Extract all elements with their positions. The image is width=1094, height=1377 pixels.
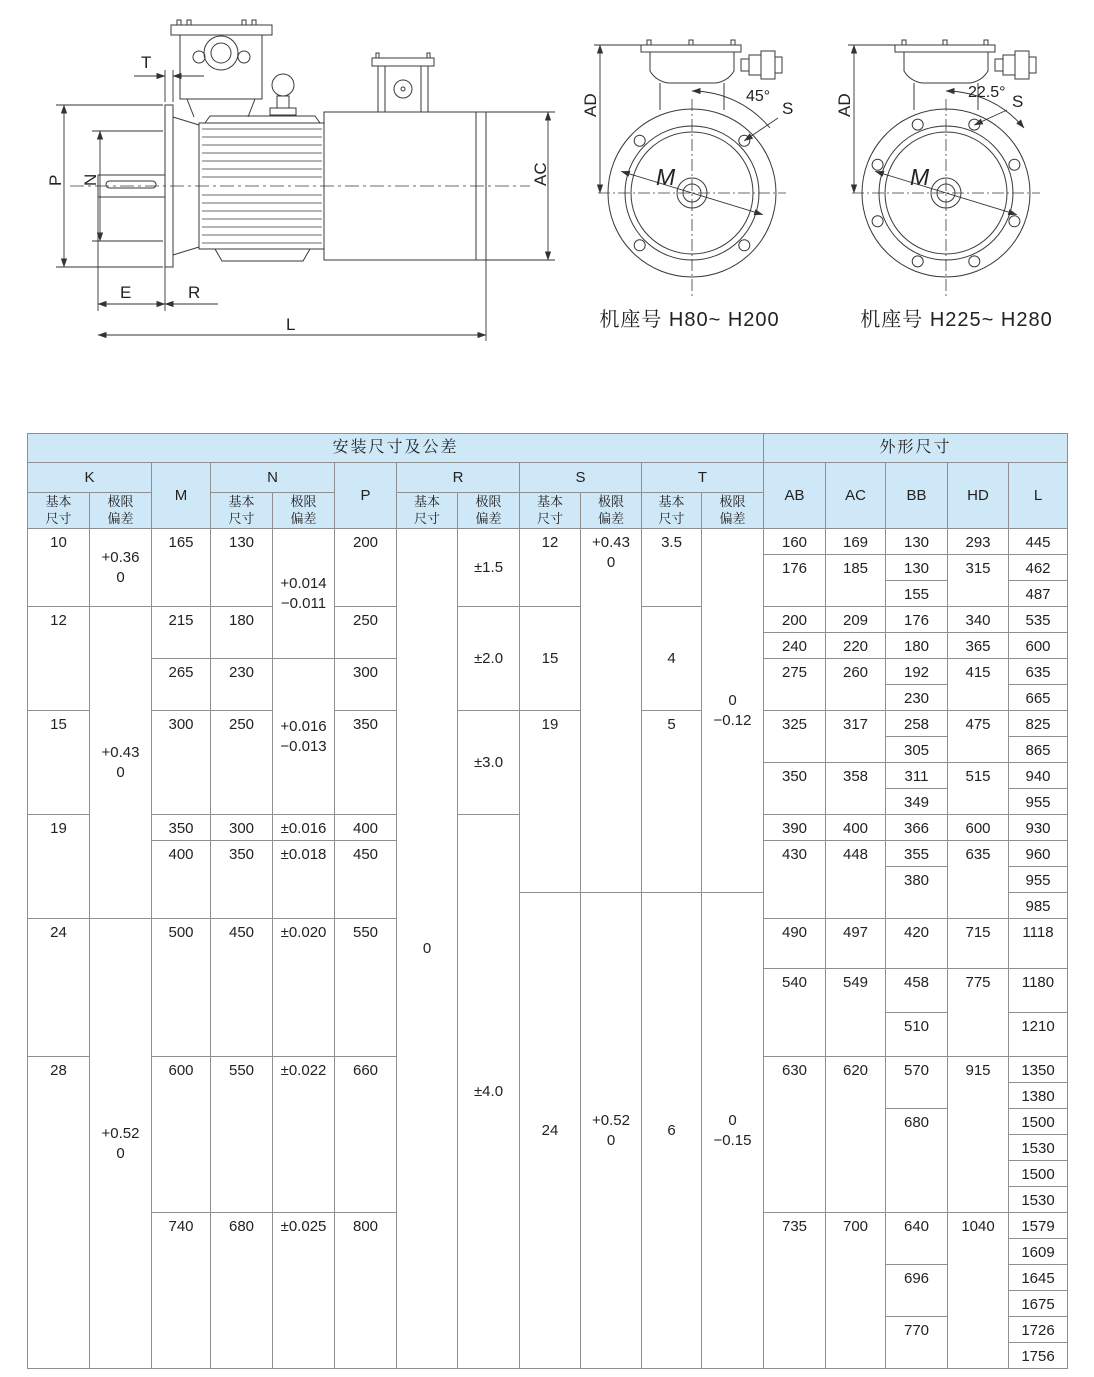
cell-P: 660 bbox=[335, 1057, 397, 1213]
cell-L: 1675 bbox=[1009, 1291, 1068, 1317]
cell-BB: 180 bbox=[886, 633, 948, 659]
cell-BB: 130 bbox=[886, 555, 948, 581]
caption-h225-h280: 机座号 H225~ H280 bbox=[860, 309, 1053, 331]
cell-AB: 240 bbox=[764, 633, 826, 659]
cell-K-limit: +0.36 0 bbox=[90, 529, 152, 607]
cell-N-limit: +0.014 −0.011 bbox=[273, 529, 335, 659]
caption-h80-h200: 机座号 H80~ H200 bbox=[599, 309, 780, 331]
cell-P: 400 bbox=[335, 815, 397, 841]
front-view-h225-h280 bbox=[835, 40, 1040, 297]
cell-L: 825 bbox=[1009, 711, 1068, 737]
cell-M: 400 bbox=[152, 841, 211, 919]
cell-AB: 735 bbox=[764, 1213, 826, 1369]
cell-T-basic: 4 bbox=[642, 607, 702, 711]
sub-header-basic: 基本 尺寸 bbox=[397, 493, 458, 529]
cell-L: 487 bbox=[1009, 581, 1068, 607]
cell-BB: 640 bbox=[886, 1213, 948, 1265]
cell-L: 1380 bbox=[1009, 1083, 1068, 1109]
column-group-header: L bbox=[1009, 463, 1068, 529]
cell-AC: 185 bbox=[826, 555, 886, 607]
cell-M: 500 bbox=[152, 919, 211, 1057]
cell-K-limit: +0.43 0 bbox=[90, 607, 152, 919]
cell-R-limit: ±3.0 bbox=[458, 711, 520, 815]
side-view-drawing bbox=[20, 12, 560, 397]
cell-K-basic: 12 bbox=[28, 607, 90, 711]
cell-AC: 497 bbox=[826, 919, 886, 969]
cell-L: 462 bbox=[1009, 555, 1068, 581]
cell-AC: 400 bbox=[826, 815, 886, 841]
cell-K-basic: 19 bbox=[28, 815, 90, 919]
cell-P: 350 bbox=[335, 711, 397, 815]
cell-L: 1530 bbox=[1009, 1135, 1068, 1161]
cell-N-limit: ±0.016 bbox=[273, 815, 335, 841]
cell-AC: 358 bbox=[826, 763, 886, 815]
cell-AC: 209 bbox=[826, 607, 886, 633]
cell-S-basic: 12 bbox=[520, 529, 581, 607]
cell-L: 930 bbox=[1009, 815, 1068, 841]
cell-BB: 570 bbox=[886, 1057, 948, 1109]
cell-N-basic: 450 bbox=[211, 919, 273, 1057]
sub-header-limit: 极限 偏差 bbox=[90, 493, 152, 529]
cell-P: 550 bbox=[335, 919, 397, 1057]
column-group-header: S bbox=[520, 463, 642, 493]
column-group-header: N bbox=[211, 463, 335, 493]
cell-M: 265 bbox=[152, 659, 211, 711]
cell-HD: 1040 bbox=[948, 1213, 1009, 1369]
cell-AC: 448 bbox=[826, 841, 886, 919]
cell-S-basic: 15 bbox=[520, 607, 581, 711]
cell-L: 985 bbox=[1009, 893, 1068, 919]
column-group-header: P bbox=[335, 463, 397, 529]
cell-HD: 315 bbox=[948, 555, 1009, 607]
cell-AB: 325 bbox=[764, 711, 826, 763]
cell-L: 865 bbox=[1009, 737, 1068, 763]
cell-K-limit: +0.52 0 bbox=[90, 919, 152, 1369]
cell-L: 1756 bbox=[1009, 1343, 1068, 1369]
cell-AB: 275 bbox=[764, 659, 826, 711]
cell-AB: 160 bbox=[764, 529, 826, 555]
cell-AC: 620 bbox=[826, 1057, 886, 1213]
cell-R-limit: ±1.5 bbox=[458, 529, 520, 607]
dim-label-ad: AD bbox=[835, 93, 854, 117]
cell-HD: 475 bbox=[948, 711, 1009, 763]
cell-M: 350 bbox=[152, 815, 211, 841]
cell-HD: 775 bbox=[948, 969, 1009, 1057]
cell-BB: 510 bbox=[886, 1013, 948, 1057]
cell-BB: 176 bbox=[886, 607, 948, 633]
cell-AC: 169 bbox=[826, 529, 886, 555]
column-group-header: AB bbox=[764, 463, 826, 529]
dimensions-table bbox=[27, 433, 1068, 1369]
cell-BB: 680 bbox=[886, 1109, 948, 1213]
cell-AB: 430 bbox=[764, 841, 826, 919]
cell-P: 450 bbox=[335, 841, 397, 919]
cell-P: 200 bbox=[335, 529, 397, 607]
cell-N-basic: 230 bbox=[211, 659, 273, 711]
cell-R-limit: ±2.0 bbox=[458, 607, 520, 711]
cell-AB: 630 bbox=[764, 1057, 826, 1213]
dim-label-l: L bbox=[286, 315, 296, 334]
cell-L: 1500 bbox=[1009, 1109, 1068, 1135]
cell-N-limit: ±0.025 bbox=[273, 1213, 335, 1369]
cell-AC: 260 bbox=[826, 659, 886, 711]
angle-label: 22.5° bbox=[968, 84, 1006, 101]
cell-HD: 365 bbox=[948, 633, 1009, 659]
cell-L: 960 bbox=[1009, 841, 1068, 867]
angle-label: 45° bbox=[746, 88, 771, 105]
cell-L: 1180 bbox=[1009, 969, 1068, 1013]
cell-L: 600 bbox=[1009, 633, 1068, 659]
cell-L: 955 bbox=[1009, 867, 1068, 893]
dim-label-s: S bbox=[1012, 92, 1024, 111]
cell-N-limit: ±0.020 bbox=[273, 919, 335, 1057]
cell-K-basic: 15 bbox=[28, 711, 90, 815]
cell-N-basic: 550 bbox=[211, 1057, 273, 1213]
cell-BB: 380 bbox=[886, 867, 948, 919]
cell-S-basic: 24 bbox=[520, 893, 581, 1369]
dim-label-n: N bbox=[81, 173, 100, 186]
cell-L: 1645 bbox=[1009, 1265, 1068, 1291]
cell-BB: 305 bbox=[886, 737, 948, 763]
cell-N-limit: ±0.022 bbox=[273, 1057, 335, 1213]
cell-HD: 340 bbox=[948, 607, 1009, 633]
cell-L: 1726 bbox=[1009, 1317, 1068, 1343]
cell-T-limit: 0 −0.12 bbox=[702, 529, 764, 893]
sub-header-limit: 极限 偏差 bbox=[273, 493, 335, 529]
sub-header-limit: 极限 偏差 bbox=[581, 493, 642, 529]
cell-N-basic: 680 bbox=[211, 1213, 273, 1369]
dim-label-r: R bbox=[188, 283, 201, 302]
cell-P: 800 bbox=[335, 1213, 397, 1369]
cell-L: 1350 bbox=[1009, 1057, 1068, 1083]
sub-header-limit: 极限 偏差 bbox=[458, 493, 520, 529]
column-group-header: HD bbox=[948, 463, 1009, 529]
cell-BB: 770 bbox=[886, 1317, 948, 1369]
cell-K-basic: 28 bbox=[28, 1057, 90, 1369]
sub-header-basic: 基本 尺寸 bbox=[642, 493, 702, 529]
cell-AB: 390 bbox=[764, 815, 826, 841]
cell-T-basic: 3.5 bbox=[642, 529, 702, 607]
cell-BB: 420 bbox=[886, 919, 948, 969]
cell-AC: 549 bbox=[826, 969, 886, 1057]
dim-label-ad: AD bbox=[581, 93, 600, 117]
cell-BB: 458 bbox=[886, 969, 948, 1013]
cell-BB: 192 bbox=[886, 659, 948, 685]
cell-N-basic: 180 bbox=[211, 607, 273, 659]
dim-label-t: T bbox=[141, 53, 152, 72]
dim-label-m: M bbox=[910, 164, 930, 190]
column-group-header: BB bbox=[886, 463, 948, 529]
cell-N-basic: 250 bbox=[211, 711, 273, 815]
group-header: 外形尺寸 bbox=[764, 434, 1068, 463]
cell-AC: 700 bbox=[826, 1213, 886, 1369]
caption-row bbox=[556, 303, 1090, 332]
front-view-h80-h200 bbox=[581, 40, 793, 297]
dim-label-ac: AC bbox=[531, 162, 550, 186]
cell-HD: 415 bbox=[948, 659, 1009, 711]
cell-N-limit: +0.016 −0.013 bbox=[273, 659, 335, 815]
cell-R-limit: ±4.0 bbox=[458, 815, 520, 1369]
sub-header-basic: 基本 尺寸 bbox=[520, 493, 581, 529]
column-group-header: T bbox=[642, 463, 764, 493]
cell-HD: 515 bbox=[948, 763, 1009, 815]
cell-BB: 311 bbox=[886, 763, 948, 789]
cell-K-basic: 10 bbox=[28, 529, 90, 607]
cell-BB: 366 bbox=[886, 815, 948, 841]
cell-S-limit: +0.43 0 bbox=[581, 529, 642, 893]
cell-P: 300 bbox=[335, 659, 397, 711]
dim-label-m: M bbox=[656, 164, 676, 190]
column-group-header: R bbox=[397, 463, 520, 493]
cell-AB: 176 bbox=[764, 555, 826, 607]
cell-BB: 349 bbox=[886, 789, 948, 815]
sub-header-basic: 基本 尺寸 bbox=[211, 493, 273, 529]
cell-M: 740 bbox=[152, 1213, 211, 1369]
cell-T-basic: 5 bbox=[642, 711, 702, 893]
cell-N-basic: 350 bbox=[211, 841, 273, 919]
cell-L: 1579 bbox=[1009, 1213, 1068, 1239]
cell-P: 250 bbox=[335, 607, 397, 659]
dim-label-s: S bbox=[782, 99, 794, 118]
cell-L: 1609 bbox=[1009, 1239, 1068, 1265]
cell-M: 165 bbox=[152, 529, 211, 607]
dim-label-e: E bbox=[120, 283, 132, 302]
cell-HD: 635 bbox=[948, 841, 1009, 919]
sub-header-basic: 基本 尺寸 bbox=[28, 493, 90, 529]
cell-AB: 490 bbox=[764, 919, 826, 969]
cell-HD: 600 bbox=[948, 815, 1009, 841]
cell-BB: 130 bbox=[886, 529, 948, 555]
column-group-header: K bbox=[28, 463, 152, 493]
cell-T-basic: 6 bbox=[642, 893, 702, 1369]
cell-AB: 200 bbox=[764, 607, 826, 633]
cell-HD: 715 bbox=[948, 919, 1009, 969]
cell-M: 300 bbox=[152, 711, 211, 815]
dim-label-p: P bbox=[46, 174, 65, 186]
group-header: 安装尺寸及公差 bbox=[28, 434, 764, 463]
cell-L: 1118 bbox=[1009, 919, 1068, 969]
cell-L: 665 bbox=[1009, 685, 1068, 711]
cell-N-basic: 300 bbox=[211, 815, 273, 841]
cell-L: 955 bbox=[1009, 789, 1068, 815]
cell-BB: 696 bbox=[886, 1265, 948, 1317]
cell-M: 600 bbox=[152, 1057, 211, 1213]
cell-L: 535 bbox=[1009, 607, 1068, 633]
cell-R-basic: 0 bbox=[397, 529, 458, 1369]
column-group-header: AC bbox=[826, 463, 886, 529]
cell-L: 1210 bbox=[1009, 1013, 1068, 1057]
cell-AB: 350 bbox=[764, 763, 826, 815]
cell-AC: 317 bbox=[826, 711, 886, 763]
cell-T-limit: 0 −0.15 bbox=[702, 893, 764, 1369]
cell-AB: 540 bbox=[764, 969, 826, 1057]
cell-K-basic: 24 bbox=[28, 919, 90, 1057]
cell-HD: 915 bbox=[948, 1057, 1009, 1213]
cell-N-limit: ±0.018 bbox=[273, 841, 335, 919]
cell-L: 1530 bbox=[1009, 1187, 1068, 1213]
cell-N-basic: 130 bbox=[211, 529, 273, 607]
cell-AC: 220 bbox=[826, 633, 886, 659]
column-group-header: M bbox=[152, 463, 211, 529]
cell-L: 635 bbox=[1009, 659, 1068, 685]
cell-BB: 230 bbox=[886, 685, 948, 711]
cell-S-basic: 19 bbox=[520, 711, 581, 893]
cell-BB: 258 bbox=[886, 711, 948, 737]
cell-L: 1500 bbox=[1009, 1161, 1068, 1187]
cell-L: 940 bbox=[1009, 763, 1068, 789]
cell-L: 445 bbox=[1009, 529, 1068, 555]
cell-BB: 155 bbox=[886, 581, 948, 607]
cell-S-limit: +0.52 0 bbox=[581, 893, 642, 1369]
cell-HD: 293 bbox=[948, 529, 1009, 555]
cell-BB: 355 bbox=[886, 841, 948, 867]
sub-header-limit: 极限 偏差 bbox=[702, 493, 764, 529]
cell-M: 215 bbox=[152, 607, 211, 659]
